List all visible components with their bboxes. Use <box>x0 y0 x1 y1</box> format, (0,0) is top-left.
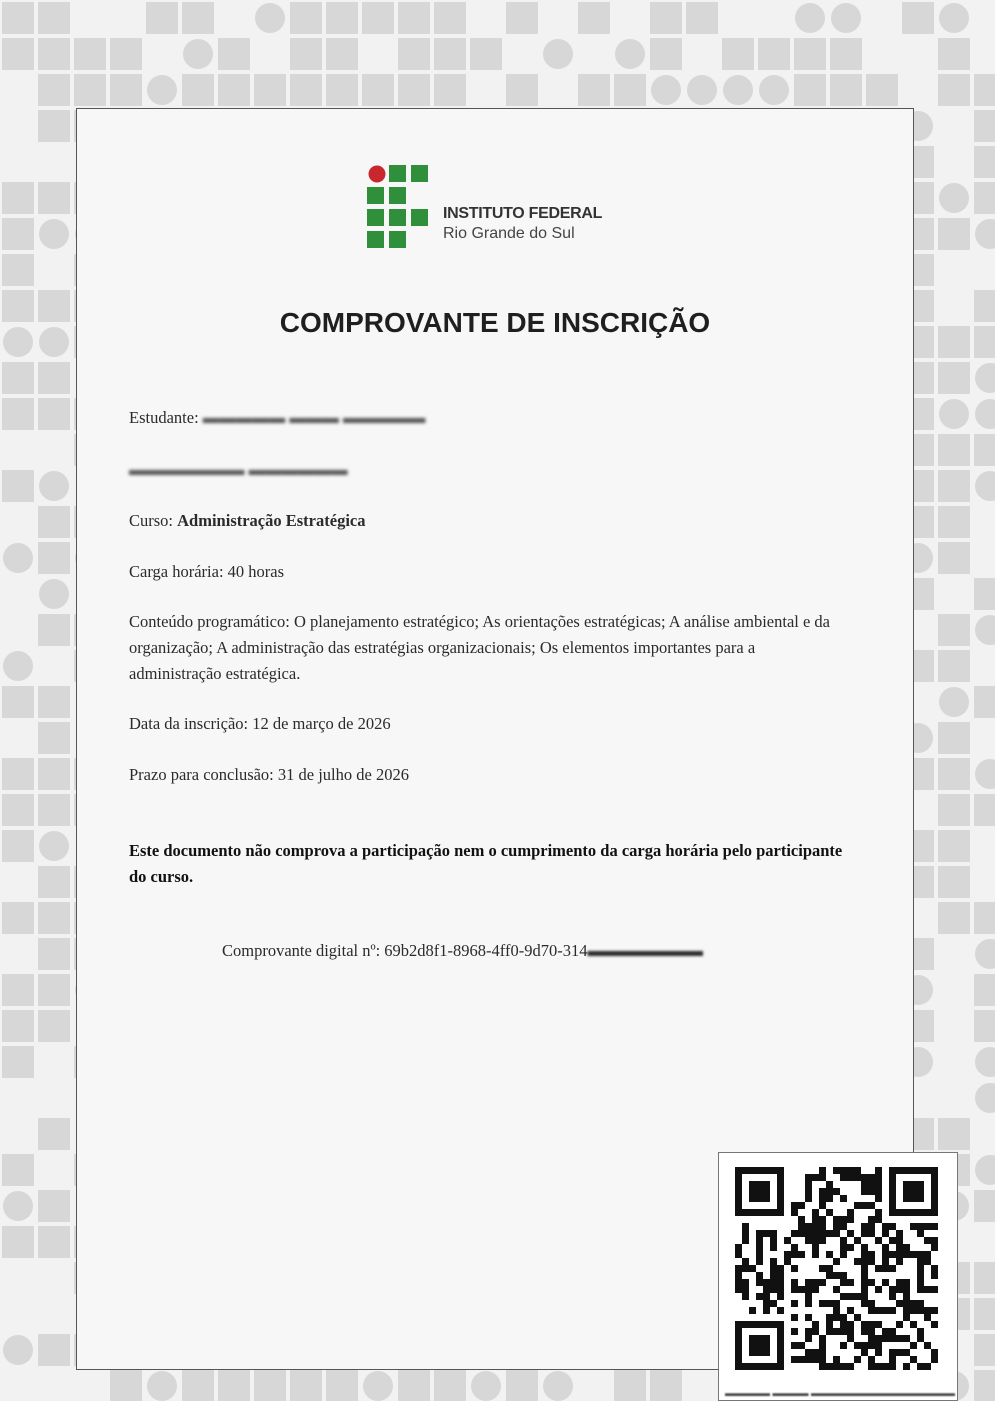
student-id-redacted: ▬▬▬▬▬▬▬ ▬▬▬▬▬▬ <box>129 460 348 479</box>
student-label: Estudante: <box>129 408 203 427</box>
document-title: COMPROVANTE DE INSCRIÇÃO <box>279 307 711 338</box>
qr-caption-redacted: ▬▬▬▬▬ ▬▬▬▬ ▬▬▬▬▬▬▬▬▬▬▬▬▬▬▬▬ <box>725 1388 956 1398</box>
digital-receipt-number <box>222 941 703 961</box>
logo-institution-name: INSTITUTO FEDERAL <box>443 205 603 222</box>
if-logo <box>367 161 667 251</box>
course-name: Administração Estratégica <box>177 511 366 530</box>
qr-code-box <box>718 1152 958 1401</box>
course-field <box>129 508 849 534</box>
enrollment-date-field: Data da inscrição: 12 de março de 2026 <box>129 714 391 733</box>
course-label: Curso: <box>129 511 178 530</box>
logo-text <box>443 205 602 243</box>
disclaimer-notice: Este documento não comprova a participação nem o cumprimento da carga horária pelo participante do curso. <box>129 841 843 886</box>
workload-field: Carga horária: 40 horas <box>129 562 285 581</box>
student-name-redacted: ▬▬▬▬▬ ▬▬▬ ▬▬▬▬▬ <box>202 408 426 427</box>
syllabus-field: Conteúdo programático: O planejamento estratégico; As orientações estratégicas; A análise ambiental e da organização; A administração das estratégias organizacionais; Os elementos importantes para a administração estratégica. <box>129 612 831 683</box>
receipt-number-text: Comprovante digital nº: 69b2d8f1-8968-4ff0-9d70-314 <box>222 941 588 960</box>
student-field <box>129 405 849 431</box>
deadline-field: Prazo para conclusão: 31 de julho de 2026 <box>129 765 409 784</box>
receipt-number-redacted: ▬▬▬▬▬▬▬ <box>587 941 703 960</box>
qr-code <box>719 1153 958 1383</box>
logo-campus-name: Rio Grande do Sul <box>443 225 575 242</box>
if-logo-icon <box>367 161 437 251</box>
